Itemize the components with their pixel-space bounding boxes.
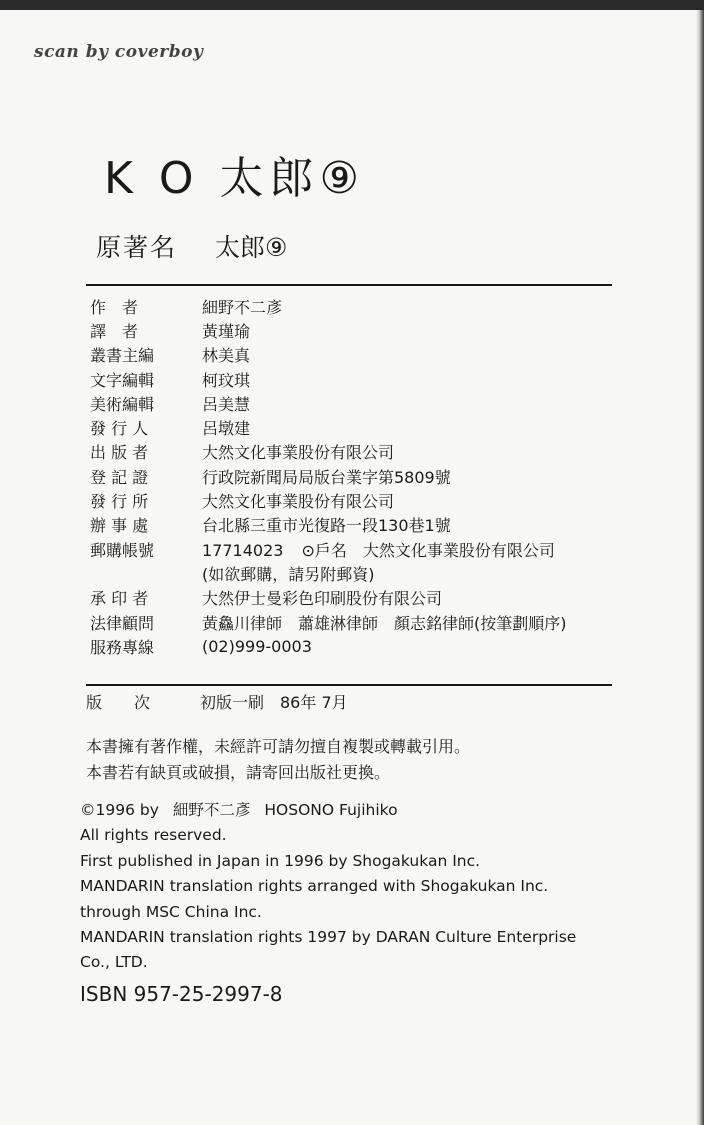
notice-line: 本書若有缺頁或破損，請寄回出版社更換。: [86, 763, 391, 782]
copyright-author-en: HOSONO Fujihiko: [264, 801, 398, 819]
credit-row: [90, 634, 567, 658]
postal-note-row: [90, 561, 567, 585]
divider-bottom: [86, 684, 612, 686]
rights-line: First published in Japan in 1996 by Shogakukan Inc.: [80, 851, 481, 870]
credit-row: [90, 464, 567, 488]
credit-value: 台北縣三重市光復路一段130巷1號: [202, 516, 451, 536]
original-title: [96, 228, 287, 264]
original-title-value: 太郎⑨: [214, 233, 288, 262]
credit-row: [90, 610, 567, 634]
credit-label: 發 行 人: [90, 419, 149, 439]
credit-row: [90, 367, 567, 391]
credit-value: (02)999-0003: [202, 636, 312, 656]
credit-label: 登 記 證: [90, 467, 149, 487]
credit-value: 大然伊士曼彩色印刷股份有限公司: [202, 589, 443, 609]
credit-value: 呂美慧: [202, 394, 251, 414]
credit-label: 服務專線: [90, 637, 155, 657]
credit-row: [90, 586, 567, 610]
postal-label: 郵購帳號: [90, 540, 155, 560]
credit-value: 行政院新聞局局版台業字第5809號: [202, 467, 451, 487]
credit-value: 柯玟琪: [202, 370, 251, 390]
credit-row: [90, 343, 567, 367]
credit-label: 出 版 者: [90, 443, 149, 463]
edition-value: 初版一刷 86年 7月: [200, 693, 348, 712]
credit-label: 叢書主編: [90, 346, 155, 366]
credits-table: [90, 294, 567, 658]
credit-label: 美術編輯: [90, 394, 155, 414]
rights-line: MANDARIN translation rights 1997 by DARAN Culture Enterprise: [80, 928, 577, 947]
postal-row: [90, 537, 567, 561]
credit-value: 大然文化事業股份有限公司: [202, 492, 395, 512]
credit-value: 林美真: [202, 346, 251, 366]
credit-row: [90, 488, 567, 512]
credit-row: [90, 513, 567, 537]
original-title-label: 原著名: [96, 233, 178, 262]
book-title: K O 太郎⑨: [104, 153, 365, 204]
credit-value: 大然文化事業股份有限公司: [202, 443, 395, 463]
rights-line: through MSC China Inc.: [80, 902, 262, 921]
credit-label: 承 印 者: [90, 589, 149, 609]
rights-line: All rights reserved.: [80, 826, 227, 845]
top-scan-border: [0, 0, 704, 10]
edition-label: 版 次: [86, 693, 151, 712]
credit-label: 發 行 所: [90, 492, 149, 512]
credit-value: 呂墩建: [202, 419, 251, 439]
rights-line: MANDARIN translation rights arranged with Shogakukan Inc.: [80, 877, 549, 896]
credit-label: 辦 事 處: [90, 516, 149, 536]
edition-row: [86, 690, 348, 713]
credit-row: [90, 391, 567, 415]
scan-credit: scan by coverboy: [34, 42, 204, 62]
postal-account: 17714023: [202, 540, 284, 560]
rights-line: Co., LTD.: [80, 953, 148, 972]
credit-row: [90, 415, 567, 439]
credit-label: 文字編輯: [90, 370, 155, 390]
english-rights-block: [80, 798, 576, 976]
credit-row: [90, 294, 567, 318]
divider-top: [86, 284, 612, 286]
credit-label: 譯 者: [90, 321, 139, 341]
copyright-author-cn: 細野不二彥: [172, 801, 251, 819]
postal-account-name: ⊙戶名 大然文化事業股份有限公司: [301, 540, 555, 560]
copyright-notice: [86, 734, 470, 786]
notice-line: 本書擁有著作權，未經許可請勿擅自複製或轉載引用。: [86, 737, 471, 756]
right-page-edge: [696, 10, 704, 1125]
credit-row: [90, 318, 567, 342]
copyright-symbol-year: ©1996 by: [80, 801, 159, 819]
credit-label: 作 者: [90, 297, 139, 317]
postal-note: (如欲郵購，請另附郵資): [202, 564, 375, 584]
credit-label: 法律顧問: [90, 613, 155, 633]
isbn: ISBN 957-25-2997-8: [80, 982, 283, 1006]
credit-row: [90, 440, 567, 464]
credit-value: 黃鱻川律師 蕭雄淋律師 顏志銘律師(按筆劃順序): [202, 613, 567, 633]
credit-value: 黃瑾瑜: [202, 321, 251, 341]
copyright-line: [80, 798, 576, 823]
credit-value: 細野不二彥: [202, 297, 283, 317]
